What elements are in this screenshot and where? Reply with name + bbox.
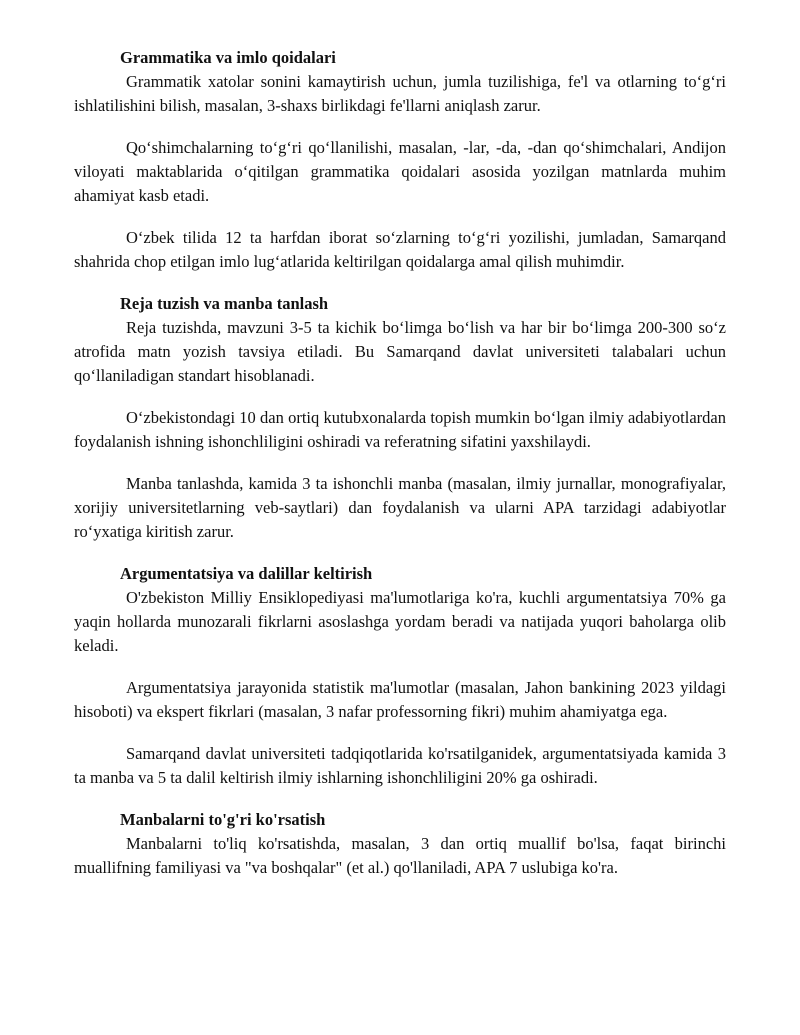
paragraph: O‘zbek tilida 12 ta harfdan iborat so‘zlarning to‘g‘ri yozilishi, jumladan, Samarqand shahrida chop etilgan imlo lug‘atlarida keltirilgan qoidalarga amal qilish muhimdir.	[74, 228, 726, 271]
section-grammar	[74, 46, 726, 274]
paragraph: Grammatik xatolar sonini kamaytirish uchun, jumla tuzilishiga, fe'l va otlarning to‘g‘ri ishlatilishini bilish, masalan, 3-shaxs birlikdagi fe'llarni aniqlash zarur.	[74, 72, 726, 115]
section-heading: Grammatika va imlo qoidalari	[120, 48, 336, 67]
section-plan-sources	[74, 292, 726, 544]
paragraph: O‘zbekistondagi 10 dan ortiq kutubxonalarda topish mumkin bo‘lgan ilmiy adabiyotlardan foydalanish ishning ishonchliligini oshiradi va referatning sifatini yaxshilaydi.	[74, 408, 726, 451]
paragraph: Manbalarni to'liq ko'rsatishda, masalan, 3 dan ortiq muallif bo'lsa, faqat birinchi muallifning familiyasi va "va boshqalar" (et al.) qo'llaniladi, APA 7 uslubiga ko'ra.	[74, 834, 726, 877]
document-page	[74, 46, 726, 880]
paragraph: Argumentatsiya jarayonida statistik ma'lumotlar (masalan, Jahon bankining 2023 yildagi hisoboti) va ekspert fikrlari (masalan, 3 nafar professorning fikri) muhim ahamiyatga ega.	[74, 678, 726, 721]
paragraph: Manba tanlashda, kamida 3 ta ishonchli manba (masalan, ilmiy jurnallar, monografiyalar, xorijiy universitetlarning veb-saytlari) dan foydalanish va ularni APA tarzidagi adabiyotlar ro‘yxatiga kiritish zarur.	[74, 474, 726, 541]
section-heading: Argumentatsiya va dalillar keltirish	[120, 564, 373, 583]
section-citations	[74, 808, 726, 880]
section-argumentation	[74, 562, 726, 790]
section-heading: Reja tuzish va manba tanlash	[120, 294, 329, 313]
paragraph: Reja tuzishda, mavzuni 3-5 ta kichik bo‘limga bo‘lish va har bir bo‘limga 200-300 so‘z atrofida matn yozish tavsiya etiladi. Bu Samarqand davlat universiteti talabalari uchun qo‘llaniladigan standart hisoblanadi.	[74, 318, 726, 385]
section-heading: Manbalarni to'g'ri ko'rsatish	[120, 810, 326, 829]
paragraph: Samarqand davlat universiteti tadqiqotlarida ko'rsatilganidek, argumentatsiyada kamida 3 ta manba va 5 ta dalil keltirish ilmiy ishlarning ishonchliligini 20% ga oshiradi.	[74, 744, 726, 787]
paragraph: Qo‘shimchalarning to‘g‘ri qo‘llanilishi, masalan, -lar, -da, -dan qo‘shimchalari, Andijon viloyati maktablarida o‘qitilgan grammatika qoidalari asosida yozilgan matnlarda muhim ahamiyat kasb etadi.	[74, 138, 726, 205]
paragraph: O'zbekiston Milliy Ensiklopediyasi ma'lumotlariga ko'ra, kuchli argumentatsiya 70% ga yaqin hollarda munozarali fikrlarni asoslashga yordam beradi va natijada yuqori baholarga olib keladi.	[74, 588, 726, 655]
